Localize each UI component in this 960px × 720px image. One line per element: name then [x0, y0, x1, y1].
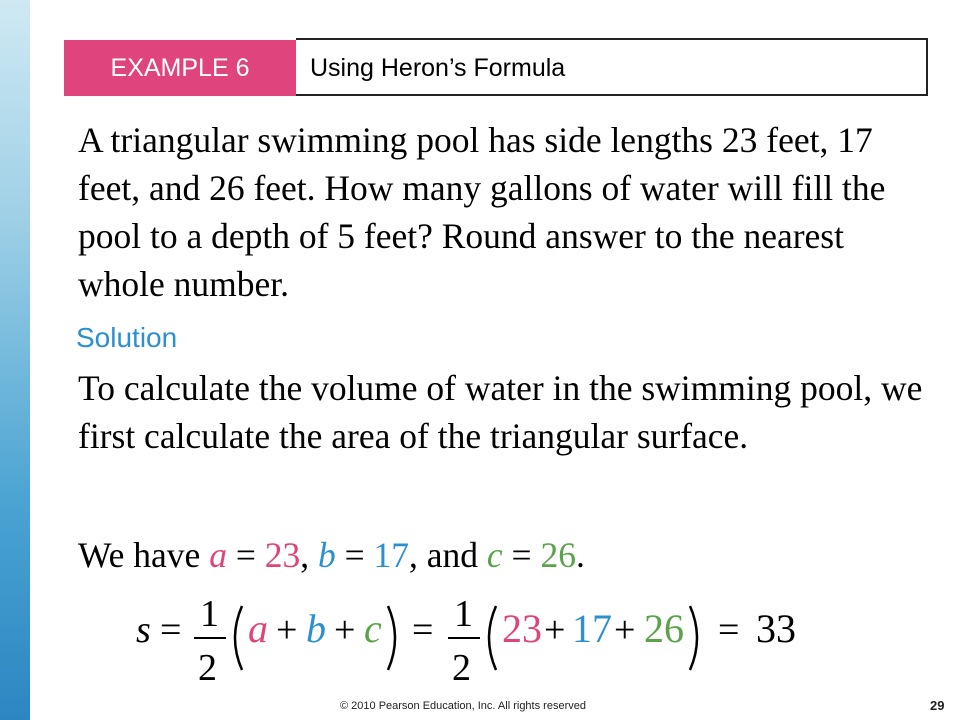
example-tab	[64, 40, 296, 96]
var-b: b	[317, 535, 336, 575]
formula-plus-2: +	[334, 609, 356, 651]
title-box	[296, 38, 928, 96]
paren-open-1	[235, 606, 242, 670]
example-title: Using Heron’s Formula	[310, 53, 566, 82]
and-text: , and	[409, 535, 487, 575]
value-a: 23	[264, 535, 301, 575]
solution-heading: Solution	[76, 322, 178, 353]
formula-eq-1: =	[160, 609, 182, 651]
formula-b: b	[306, 606, 326, 651]
formula-plus-3: +	[544, 609, 566, 651]
formula-c: c	[364, 606, 382, 651]
value-c: 26	[540, 535, 576, 575]
formula-23: 23	[502, 606, 542, 651]
page-number: 29	[930, 698, 945, 713]
eq-c: =	[502, 535, 541, 575]
formula-frac1-den: 2	[198, 647, 217, 689]
example-label: EXAMPLE 6	[110, 53, 250, 82]
formula-eq-2: =	[412, 609, 434, 651]
formula-frac2-num: 1	[454, 594, 473, 635]
formula-result: 33	[756, 606, 796, 651]
solution-text: To calculate the volume of water in the swimming pool, we first calculate the area of the triangular surface.	[78, 368, 923, 456]
formula-frac2-den: 2	[452, 647, 471, 689]
formula-frac1-num: 1	[200, 594, 219, 635]
formula-17: 17	[572, 606, 612, 651]
formula-plus-1: +	[276, 609, 298, 651]
var-a: a	[209, 535, 227, 575]
line-end: .	[575, 535, 585, 575]
side-accent-bar	[0, 0, 30, 720]
eq-a: =	[226, 535, 265, 575]
semiperimeter-formula	[130, 594, 820, 694]
formula-eq-3: =	[718, 609, 740, 651]
problem-statement: A triangular swimming pool has side lengths 23 feet, 17 feet, and 26 feet. How many gallons of water will fill the pool to a depth of 5 feet? Round answer to the nearest whole number.	[78, 120, 886, 304]
copyright-footer: © 2010 Pearson Education, Inc. All rights reserved	[340, 700, 586, 712]
have-prefix: We have	[78, 535, 210, 575]
variables-line	[78, 531, 585, 579]
eq-b: =	[335, 535, 374, 575]
formula-s: s	[136, 609, 151, 651]
paren-close-2	[690, 606, 697, 670]
formula-plus-4: +	[614, 609, 636, 651]
formula-a: a	[248, 606, 268, 651]
value-b: 17	[373, 535, 409, 575]
paren-close-1	[388, 606, 395, 670]
formula-26: 26	[644, 606, 684, 651]
var-c: c	[486, 535, 503, 575]
comma-1: ,	[300, 535, 318, 575]
paren-open-2	[489, 606, 496, 670]
